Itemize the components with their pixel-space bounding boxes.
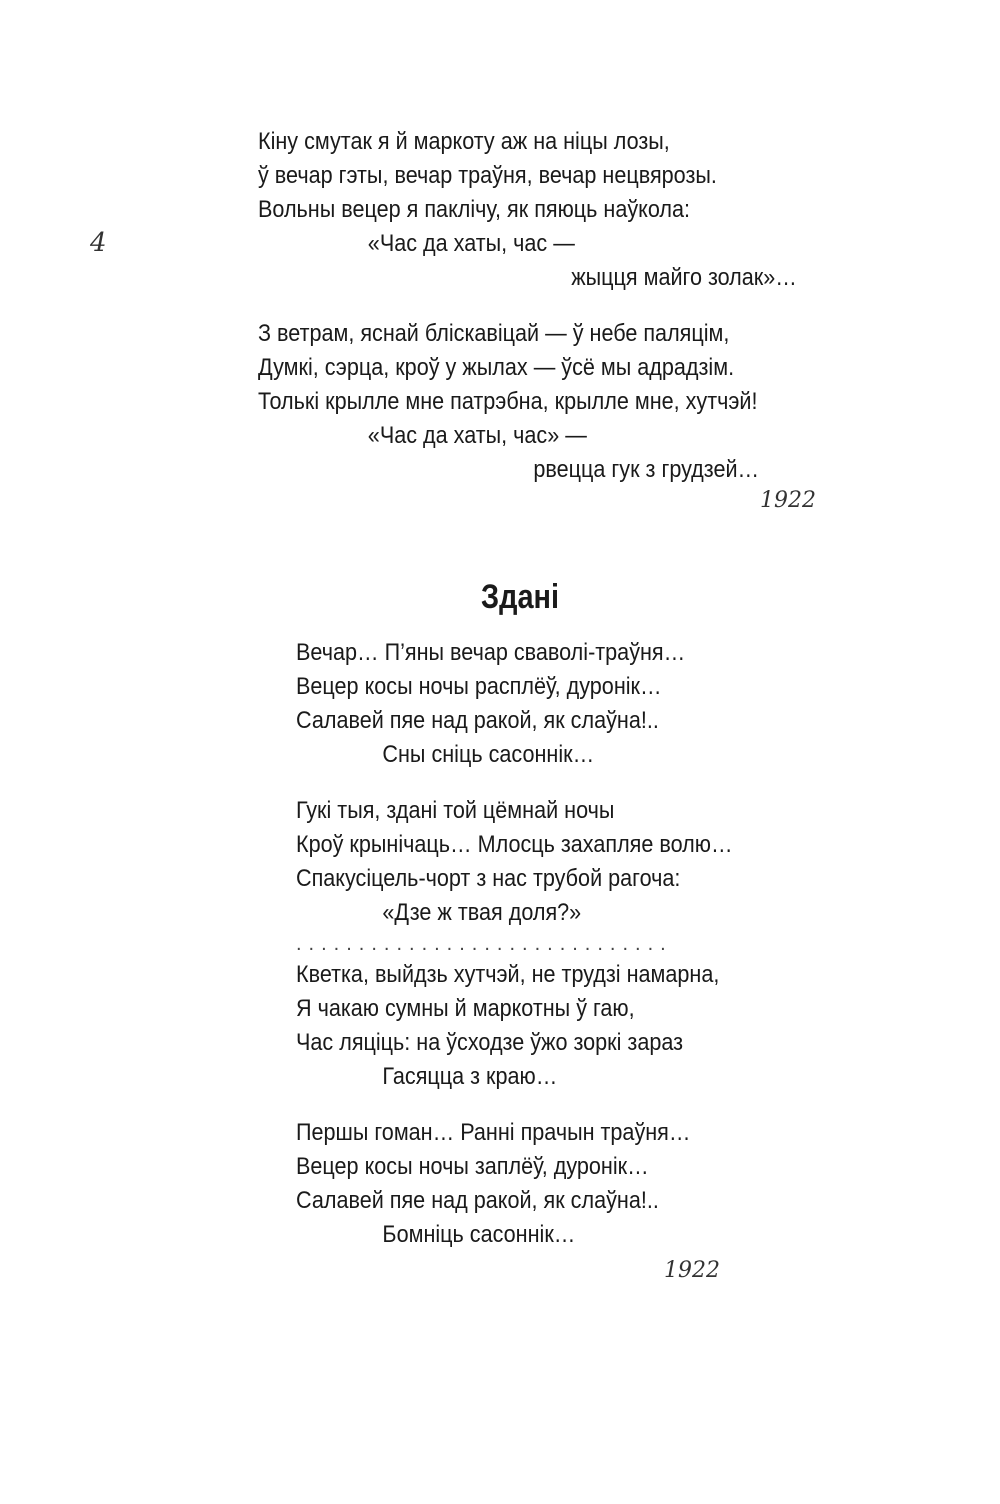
verse-line: «Час да хаты, час» — xyxy=(367,422,587,449)
verse-line: «Час да хаты, час — xyxy=(367,230,575,257)
stanza xyxy=(296,794,781,930)
page-number: 4 xyxy=(90,228,107,258)
poem-2-title: Здані xyxy=(480,578,560,616)
verse-line: «Дзе ж твая доля?» xyxy=(382,899,582,926)
poem-2-date: 1922 xyxy=(664,1258,720,1283)
verse-line: Спакусіцель-чорт з нас трубой рагоча: xyxy=(296,865,681,892)
verse-line: жыцця майго золак»… xyxy=(571,264,797,291)
verse-line: Салавей пяе над ракой, як слаўна!.. xyxy=(296,1187,659,1214)
poem-2 xyxy=(296,636,781,1274)
stanza xyxy=(296,636,781,772)
verse-line: Гукі тыя, здані той цёмнай ночы xyxy=(296,797,615,824)
verse-line: Час ляціць: на ўсходзе ўжо зоркі зараз xyxy=(296,1029,684,1056)
verse-line: З ветрам, яснай бліскавіцай — ў небе паляцім, xyxy=(258,320,730,347)
poem-1 xyxy=(258,125,857,509)
verse-line: Кветка, выйдзь хутчэй, не трудзі намарна, xyxy=(296,961,720,988)
verse-line: Кіну смутак я й маркоту аж на ніцы лозы, xyxy=(258,128,670,155)
verse-line: Сны сніць сасоннік… xyxy=(382,741,595,768)
verse-line: Бомніць сасоннік… xyxy=(382,1221,576,1248)
stanza xyxy=(258,317,857,487)
verse-line: Вецер косы ночы расплёў, дуронік… xyxy=(296,673,662,700)
stanza xyxy=(296,1116,781,1252)
verse-line: Вецер косы ночы заплёў, дуронік… xyxy=(296,1153,649,1180)
verse-line: рвецца гук з грудзей… xyxy=(533,456,760,483)
poem-1-date: 1922 xyxy=(760,488,816,513)
verse-line: Думкі, сэрца, кроў у жылах — ўсё мы адрадзім. xyxy=(258,354,735,381)
verse-line: Гасяцца з краю… xyxy=(382,1063,558,1090)
verse-line: Першы гоман… Ранні прачын траўня… xyxy=(296,1119,691,1146)
ellipsis-separator: .............................. xyxy=(296,933,673,955)
stanza xyxy=(258,125,857,295)
verse-line: Толькі крылле мне патрэбна, крылле мне, хутчэй! xyxy=(258,388,758,415)
verse-line: Вольны вецер я паклічу, як пяюць наўкола: xyxy=(258,196,691,223)
stanza xyxy=(296,930,781,1094)
verse-line: ў вечар гэты, вечар траўня, вечар нецвярозы. xyxy=(258,162,717,189)
verse-line: Кроў крынічаць… Млосць захапляе волю… xyxy=(296,831,733,858)
verse-line: Я чакаю сумны й маркотны ў гаю, xyxy=(296,995,635,1022)
verse-line: Вечар… П’яны вечар сваволі-траўня… xyxy=(296,639,686,666)
verse-line: Салавей пяе над ракой, як слаўна!.. xyxy=(296,707,659,734)
